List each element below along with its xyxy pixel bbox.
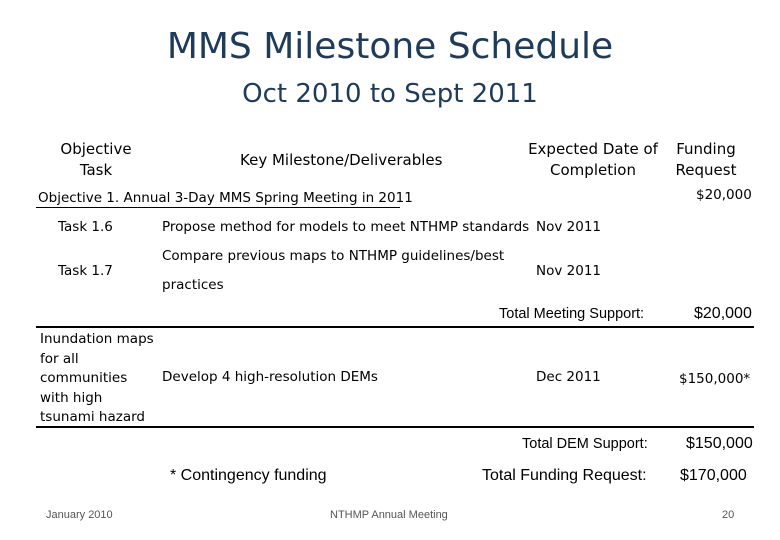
total-meeting-support-label: Total Meeting Support: bbox=[499, 306, 645, 322]
task-1-6-date: Nov 2011 bbox=[536, 219, 601, 235]
total-dem-support-value: $150,000 bbox=[686, 435, 753, 452]
objective-1-underline bbox=[36, 207, 400, 208]
slide-title: MMS Milestone Schedule bbox=[166, 26, 614, 67]
dem-deliverable: Develop 4 high-resolution DEMs bbox=[162, 369, 378, 385]
task-1-6: Task 1.6 bbox=[58, 219, 113, 235]
objective-1-funding: $20,000 bbox=[696, 187, 752, 203]
task-1-7: Task 1.7 bbox=[58, 263, 113, 279]
footer-date: January 2010 bbox=[46, 509, 113, 521]
header-funding-request: Funding Request bbox=[675, 140, 737, 179]
dem-date: Dec 2011 bbox=[536, 369, 601, 385]
grand-total-label: Total Funding Request: bbox=[482, 467, 647, 484]
footer-page-number: 20 bbox=[722, 509, 735, 521]
footer-event: NTHMP Annual Meeting bbox=[330, 509, 448, 521]
header-objective-task: Objective Task bbox=[60, 140, 132, 179]
task-1-6-deliverable: Propose method for models to meet NTHMP standards bbox=[162, 219, 530, 235]
grand-total-value: $170,000 bbox=[680, 467, 747, 484]
dem-funding: $150,000* bbox=[679, 371, 751, 387]
task-1-7-deliverable-line1: Compare previous maps to NTHMP guidelines/best bbox=[162, 248, 505, 264]
inundation-maps-task: Inundation maps for all communities with high tsunami hazard bbox=[40, 331, 154, 425]
contingency-note: * Contingency funding bbox=[170, 467, 327, 484]
slide-subtitle: Oct 2010 to Sept 2011 bbox=[242, 79, 538, 109]
section-divider-2 bbox=[36, 426, 754, 428]
total-meeting-support-value: $20,000 bbox=[694, 305, 752, 322]
total-dem-support-label: Total DEM Support: bbox=[522, 436, 648, 452]
task-1-7-deliverable-line2: practices bbox=[162, 277, 224, 293]
objective-1-label: Objective 1. Annual 3-Day MMS Spring Meeting in 2011 bbox=[38, 190, 413, 206]
task-1-7-date: Nov 2011 bbox=[536, 263, 601, 279]
section-divider-1 bbox=[36, 326, 754, 328]
header-key-milestone: Key Milestone/Deliverables bbox=[240, 151, 443, 169]
header-expected-date: Expected Date of Completion bbox=[528, 140, 658, 179]
